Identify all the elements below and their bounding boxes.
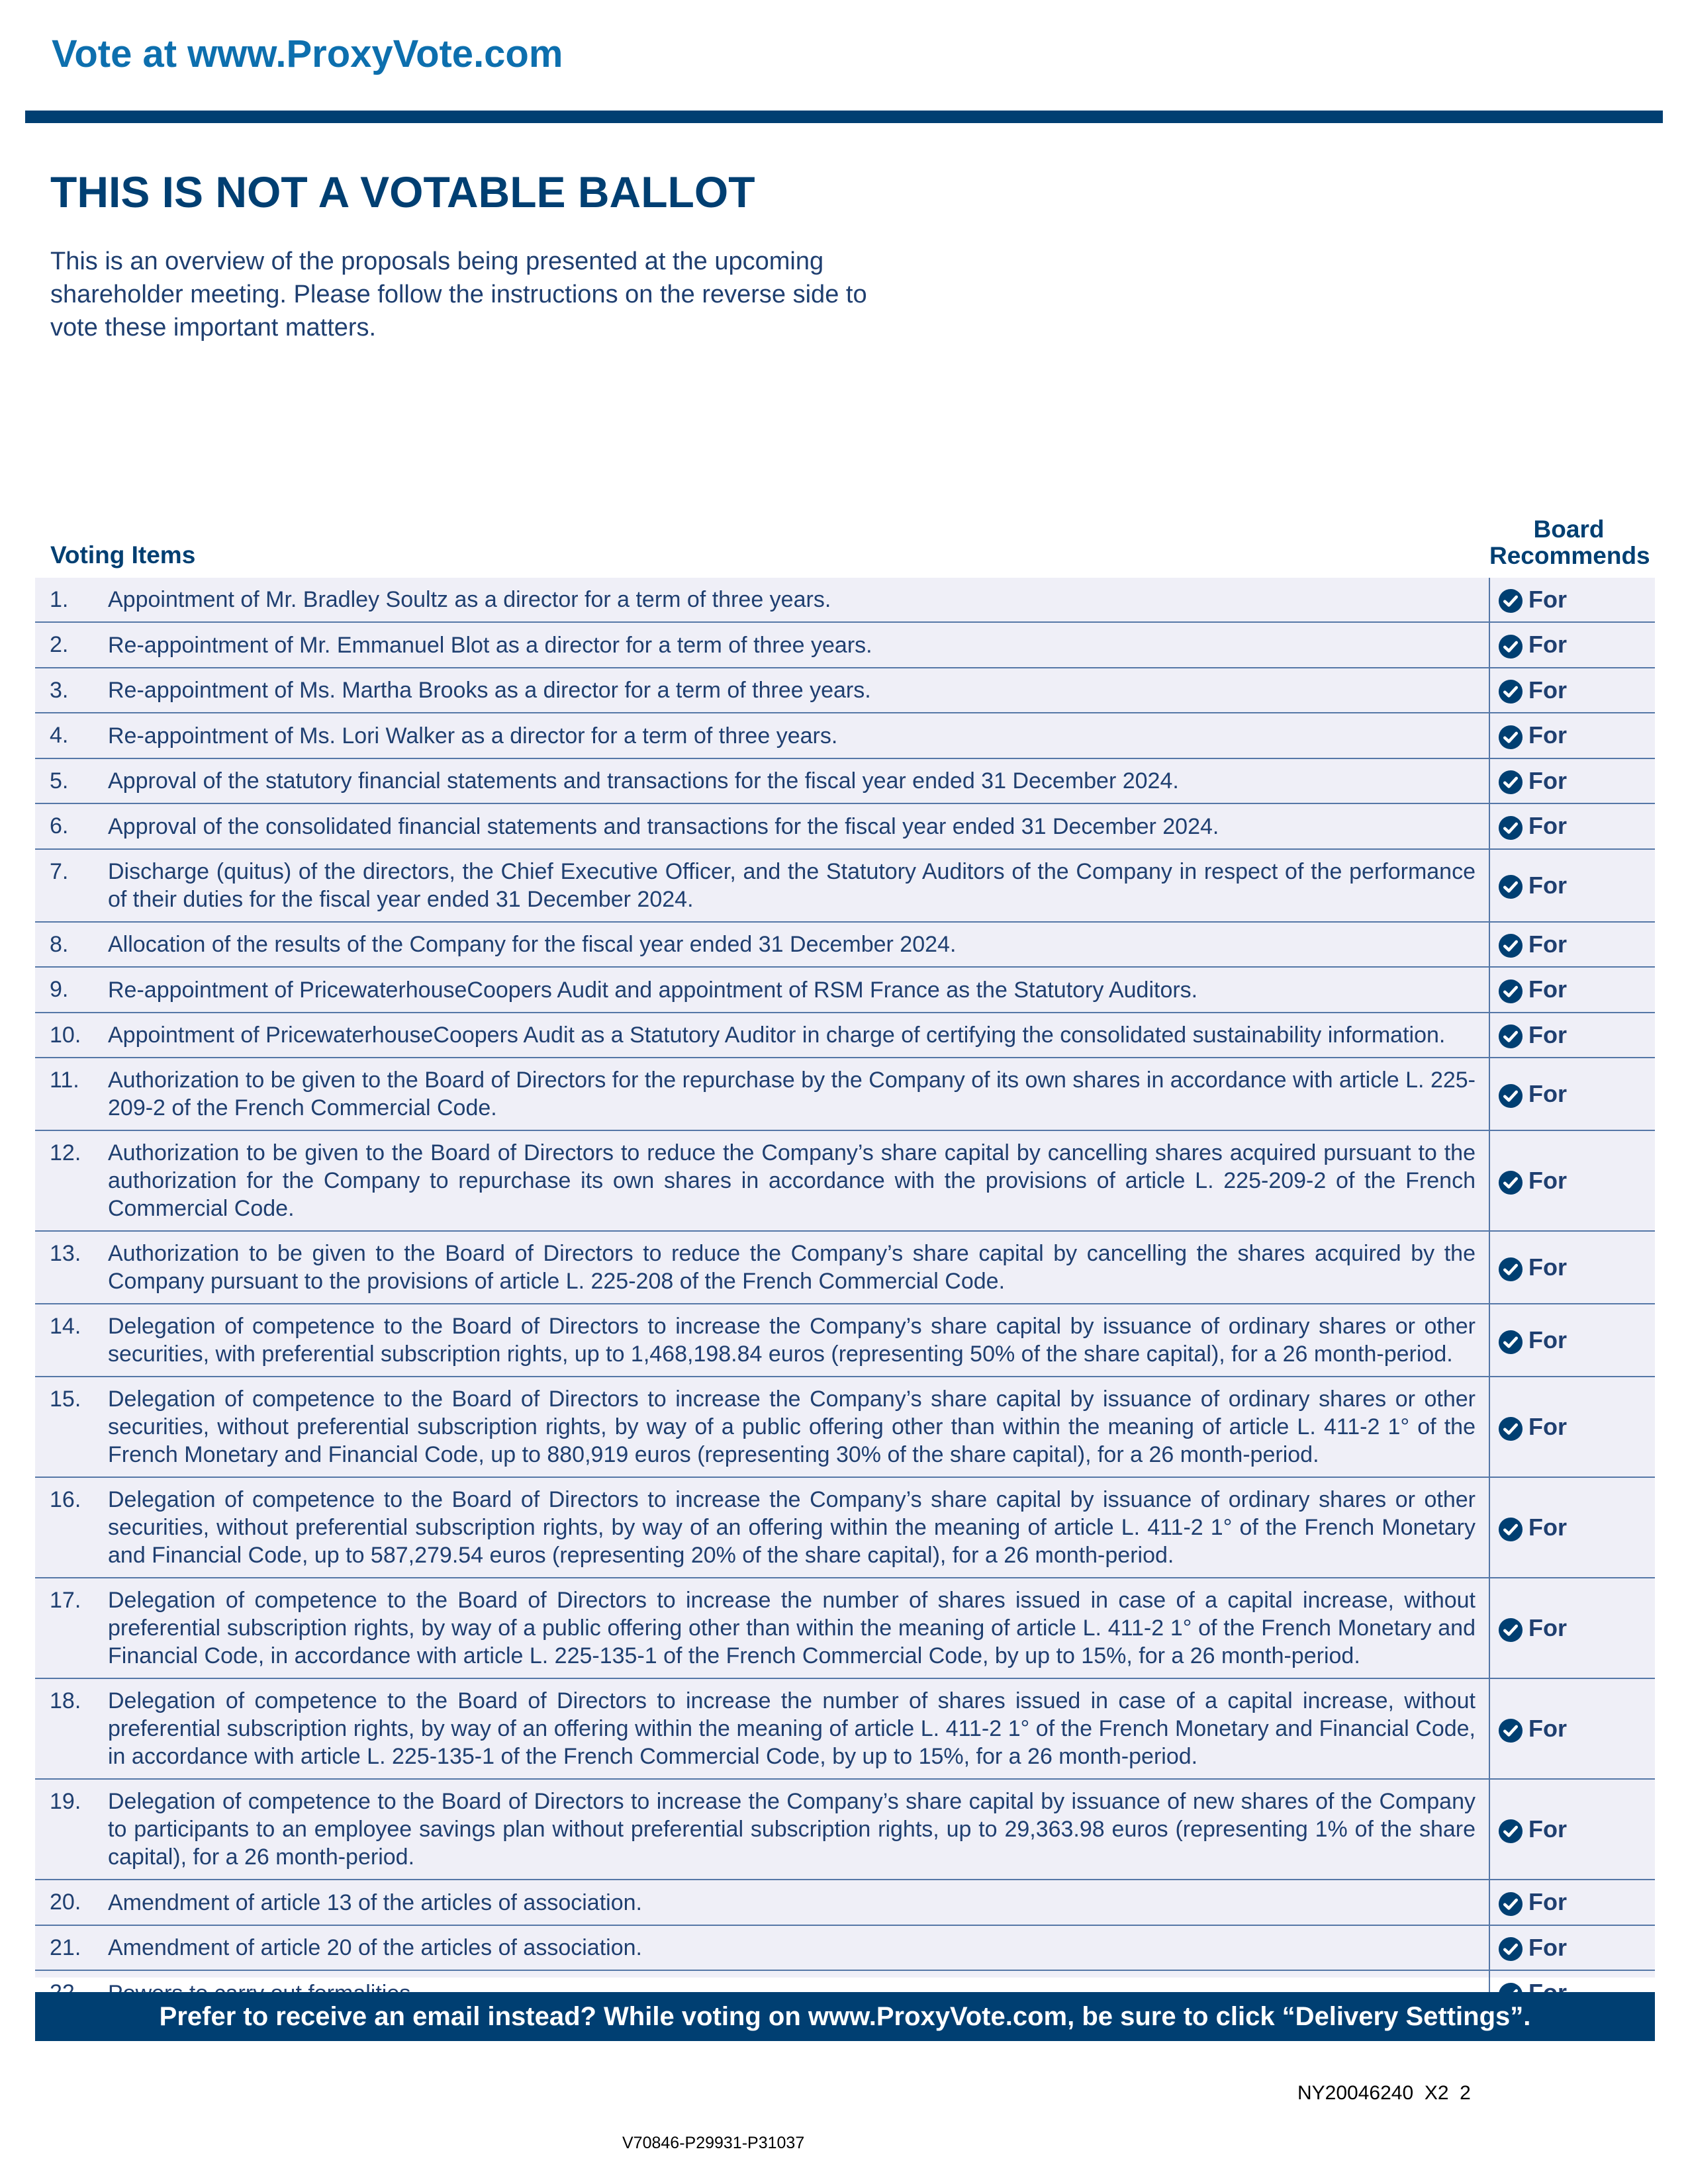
check-circle-icon (1498, 1083, 1523, 1109)
board-recommendation (1489, 967, 1655, 1012)
board-recommendation (1489, 1304, 1655, 1377)
item-number: 19. (35, 1779, 108, 1880)
item-text: Discharge (quitus) of the directors, the Chief Executive Officer, and the Statutory Auditors of the Company in respect of the performance of their duties for the fiscal year ended 31 December 2024. (108, 849, 1489, 922)
item-number: 10. (35, 1013, 108, 1058)
board-recommendation (1489, 803, 1655, 848)
item-number: 1. (35, 578, 108, 622)
item-text: Amendment of article 20 of the articles of association. (108, 1925, 1489, 1970)
table-row (35, 1231, 1655, 1304)
table-row (35, 1130, 1655, 1231)
check-circle-icon (1498, 933, 1523, 958)
item-number: 16. (35, 1477, 108, 1578)
item-text: Re-appointment of Ms. Martha Brooks as a director for a term of three years. (108, 668, 1489, 713)
item-text: Delegation of competence to the Board of Directors to increase the Company’s share capital by issuance of ordinary shares or other securities, without preferential subscription rights, by way of an offering within the meaning of article L. 411-2 1° of the French Monetary and Financial Code, up to 587,279.54 euros (representing 20% of the share capital), for a 26 month-period. (108, 1477, 1489, 1578)
board-recommendation (1489, 1779, 1655, 1880)
item-number: 18. (35, 1678, 108, 1779)
table-row (35, 758, 1655, 803)
table-row (35, 1377, 1655, 1477)
table-row (35, 803, 1655, 848)
recommendation-label: For (1528, 1326, 1567, 1354)
recommendation-label: For (1528, 1888, 1567, 1916)
item-text: Authorization to be given to the Board of Directors for the repurchase by the Company of its own shares in accordance with article L. 225-209-2 of the French Commercial Code. (108, 1058, 1489, 1130)
check-circle-icon (1498, 588, 1523, 614)
item-number: 4. (35, 713, 108, 758)
recommendation-label: For (1528, 976, 1567, 1003)
item-number: 3. (35, 668, 108, 713)
recommendation-label: For (1528, 586, 1567, 613)
item-text: Re-appointment of Ms. Lori Walker as a director for a term of three years. (108, 713, 1489, 758)
recommendation-label: For (1528, 812, 1567, 840)
table-row (35, 1779, 1655, 1880)
board-recommendation (1489, 713, 1655, 758)
check-circle-icon (1498, 1819, 1523, 1844)
recommendation-label: For (1528, 1933, 1567, 1961)
item-text: Delegation of competence to the Board of Directors to increase the number of shares issued in case of a capital increase, without preferential subscription rights, by way of a public offering other than within the meaning of article L. 411-2 1° of the French Monetary and Financial Code, in accordance with article L. 225-135-1 of the French Commercial Code, by up to 15%, for a 26 month-period. (108, 1578, 1489, 1678)
check-circle-icon (1498, 1330, 1523, 1355)
table-row (35, 713, 1655, 758)
email-delivery-banner: Prefer to receive an email instead? While voting on www.ProxyVote.com, be sure to click “Delivery Settings”. (35, 1992, 1655, 2041)
check-circle-icon (1498, 1257, 1523, 1282)
recommendation-label: For (1528, 1514, 1567, 1541)
check-circle-icon (1498, 1170, 1523, 1195)
item-number: 11. (35, 1058, 108, 1130)
item-number: 9. (35, 967, 108, 1012)
check-circle-icon (1498, 874, 1523, 899)
table-row (35, 578, 1655, 622)
recommendation-label: For (1528, 871, 1567, 899)
board-recommendation (1489, 1377, 1655, 1477)
check-circle-icon (1498, 1416, 1523, 1441)
board-recommendation (1489, 1058, 1655, 1130)
item-text: Appointment of Mr. Bradley Soultz as a director for a term of three years. (108, 578, 1489, 622)
table-row (35, 1058, 1655, 1130)
recommendation-label: For (1528, 930, 1567, 958)
document-code: NY20046240 X2 2 (1297, 2082, 1471, 2104)
intro-text: This is an overview of the proposals being presented at the upcoming shareholder meeting. Please follow the instructions on the reverse side to vote these important matters. (50, 248, 867, 341)
recommendation-label: For (1528, 1080, 1567, 1108)
table-row (35, 922, 1655, 967)
recommendation-label: For (1528, 1614, 1567, 1642)
board-recommendation (1489, 1013, 1655, 1058)
item-number: 14. (35, 1304, 108, 1377)
item-text: Amendment of article 13 of the articles of association. (108, 1880, 1489, 1925)
item-number: 12. (35, 1130, 108, 1231)
table-row (35, 1880, 1655, 1925)
board-recommendation (1489, 849, 1655, 922)
board-recommendation (1489, 578, 1655, 622)
item-text: Allocation of the results of the Company for the fiscal year ended 31 December 2024. (108, 922, 1489, 967)
page-title: THIS IS NOT A VOTABLE BALLOT (50, 167, 755, 216)
recommendation-label: For (1528, 766, 1567, 794)
board-recommendation (1489, 1678, 1655, 1779)
item-text: Authorization to be given to the Board of Directors to reduce the Company’s share capital by cancelling shares acquired pursuant to the authorization for the Company to repurchase its own shares in accordance with the provisions of article L. 225-209-2 of the French Commercial Code. (108, 1130, 1489, 1231)
table-row (35, 1477, 1655, 1578)
recommendation-label: For (1528, 1253, 1567, 1281)
item-text: Delegation of competence to the Board of Directors to increase the Company’s share capital by issuance of ordinary shares or other securities, with preferential subscription rights, up to 1,468,198.84 euros (representing 50% of the share capital), for a 26 month-period. (108, 1304, 1489, 1377)
item-number: 17. (35, 1578, 108, 1678)
board-recommendation (1489, 922, 1655, 967)
check-circle-icon (1498, 770, 1523, 795)
table-row (35, 1013, 1655, 1058)
recommendation-label: For (1528, 1021, 1567, 1048)
board-recommendation (1489, 1477, 1655, 1578)
check-circle-icon (1498, 1617, 1523, 1643)
item-number: 15. (35, 1377, 108, 1477)
vote-link[interactable]: Vote at www.ProxyVote.com (52, 32, 563, 75)
board-recommendation (1489, 668, 1655, 713)
check-circle-icon (1498, 815, 1523, 841)
header-divider (25, 111, 1663, 123)
check-circle-icon (1498, 1718, 1523, 1743)
item-number: 6. (35, 803, 108, 848)
control-code: V70846-P29931-P31037 (622, 2134, 805, 2152)
recommendation-label: For (1528, 676, 1567, 704)
table-row (35, 668, 1655, 713)
item-number: 7. (35, 849, 108, 922)
item-text: Re-appointment of PricewaterhouseCoopers Audit and appointment of RSM France as the Statutory Auditors. (108, 967, 1489, 1012)
item-text: Approval of the consolidated financial statements and transactions for the fiscal year ended 31 December 2024. (108, 803, 1489, 848)
check-circle-icon (1498, 1517, 1523, 1542)
board-recommendation (1489, 1231, 1655, 1304)
recommendation-label: For (1528, 1413, 1567, 1441)
item-number: 5. (35, 758, 108, 803)
recommendation-label: For (1528, 631, 1567, 659)
table-row (35, 849, 1655, 922)
item-text: Re-appointment of Mr. Emmanuel Blot as a director for a term of three years. (108, 622, 1489, 667)
voting-items-table (35, 578, 1655, 2017)
table-row (35, 1678, 1655, 1779)
board-recommendation (1489, 1130, 1655, 1231)
check-circle-icon (1498, 725, 1523, 750)
board-recommendation (1489, 622, 1655, 667)
check-circle-icon (1498, 1936, 1523, 1962)
voting-items-header: Voting Items (50, 541, 196, 569)
recommendation-label: For (1528, 1167, 1567, 1195)
item-text: Delegation of competence to the Board of Directors to increase the Company’s share capital by issuance of ordinary shares or other securities, without preferential subscription rights, by way of a public offering other than within the meaning of article L. 411-2 1° of the French Monetary and Financial Code, up to 880,919 euros (representing 30% of the share capital), for a 26 month-period. (108, 1377, 1489, 1477)
item-text: Delegation of competence to the Board of Directors to increase the number of shares issued in case of a capital increase, without preferential subscription rights, by way of an offering within the meaning of article L. 411-2 1° of the French Monetary and Financial Code, in accordance with article L. 225-135-1 of the French Commercial Code, by up to 15%, for a 26 month-period. (108, 1678, 1489, 1779)
item-text: Approval of the statutory financial statements and transactions for the fiscal year ended 31 December 2024. (108, 758, 1489, 803)
recommendation-label: For (1528, 1715, 1567, 1743)
board-recommendation (1489, 1925, 1655, 1970)
board-recommendation (1489, 758, 1655, 803)
recommendation-label: For (1528, 721, 1567, 749)
item-number: 2. (35, 622, 108, 667)
item-number: 8. (35, 922, 108, 967)
board-recommendation (1489, 1578, 1655, 1678)
check-circle-icon (1498, 979, 1523, 1004)
item-text: Appointment of PricewaterhouseCoopers Audit as a Statutory Auditor in charge of certifying the consolidated sustainability information. (108, 1013, 1489, 1058)
item-text: Delegation of competence to the Board of Directors to increase the Company’s share capital by issuance of new shares of the Company to participants to an employee savings plan without preferential subscription rights, up to 29,363.98 euros (representing 1% of the share capital), for a 26 month-period. (108, 1779, 1489, 1880)
item-number: 13. (35, 1231, 108, 1304)
item-text: Authorization to be given to the Board of Directors to reduce the Company’s share capital by cancelling the shares acquired by the Company pursuant to the provisions of article L. 225-208 of the French Commercial Code. (108, 1231, 1489, 1304)
board-recommendation (1489, 1880, 1655, 1925)
check-circle-icon (1498, 634, 1523, 659)
check-circle-icon (1498, 1024, 1523, 1049)
table-row (35, 622, 1655, 667)
check-circle-icon (1498, 1891, 1523, 1917)
table-row (35, 1304, 1655, 1377)
item-number: 20. (35, 1880, 108, 1925)
item-number: 21. (35, 1925, 108, 1970)
table-row (35, 1925, 1655, 1970)
recommendation-label: For (1528, 1815, 1567, 1843)
board-recommends-header: Board Recommends (1489, 516, 1650, 569)
table-row (35, 1578, 1655, 1678)
table-row (35, 967, 1655, 1012)
check-circle-icon (1498, 679, 1523, 704)
